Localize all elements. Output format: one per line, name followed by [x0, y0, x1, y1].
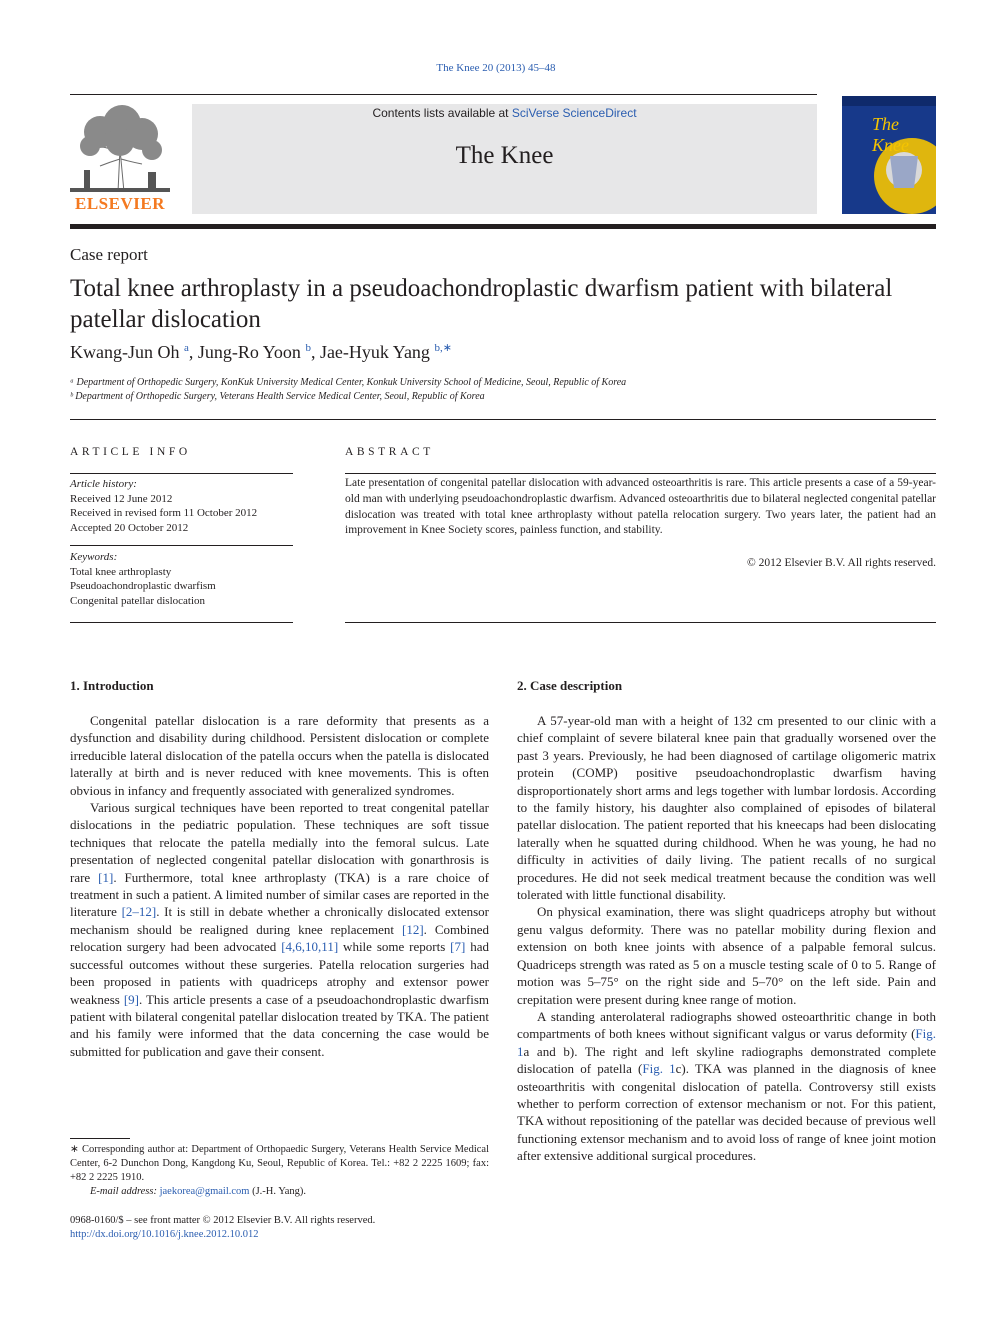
- citation-link[interactable]: [2–12]: [121, 904, 157, 920]
- keyword: Congenital patellar dislocation: [70, 594, 206, 607]
- footnote-rule: [70, 1138, 130, 1139]
- figure-link[interactable]: Fig. 1: [642, 1061, 676, 1077]
- divider: [70, 473, 293, 474]
- cover-title: The Knee: [872, 114, 909, 155]
- journal-citation[interactable]: The Knee 20 (2013) 45–48: [436, 62, 556, 74]
- keyword: Total knee arthroplasty: [70, 565, 172, 578]
- header-thick-rule: [70, 224, 936, 229]
- contents-line: [192, 106, 817, 120]
- article-title: Total knee arthroplasty in a pseudoachondroplastic dwarfism patient with bilateral patellar dislocation: [70, 275, 893, 333]
- history-label: Article history:: [70, 478, 137, 490]
- keyword: Pseudoachondroplastic dwarfism: [70, 580, 216, 592]
- contents-prefix: Contents lists available at: [372, 106, 512, 120]
- divider: [70, 419, 936, 420]
- elsevier-logo: [70, 104, 170, 214]
- abstract-copyright: © 2012 Elsevier B.V. All rights reserved.: [747, 557, 936, 569]
- citation-link[interactable]: [7]: [450, 939, 466, 955]
- front-matter: [70, 1214, 375, 1242]
- citation-link[interactable]: [9]: [123, 991, 139, 1007]
- header-divider: [70, 94, 817, 95]
- divider: [70, 622, 293, 623]
- paragraph: A 57-year-old man with a height of 132 cm presented to our clinic with a chief complaint of severe bilateral knee pain that gradually worsened over the past 3 years. Previously, he had been diagnosed of cartilage oligomeric matrix protein (COMP) positive pseudoachondroplastic dwarfism having disproportionately short arms and legs together with lumbar lordosis. According to the family history, his daughter also complained of episodes of bilateral patellar dislocation. The patient reported that his kneecaps had been dislocating laterally when he squatted during childhood. When he was young, he had no difficulty in activities of daily living. The patient recalls of no surgical procedures. He did not seek medical treatment because the condition was well tolerated with little functional disability.: [517, 713, 936, 903]
- history-received: Received 12 June 2012: [70, 492, 173, 505]
- divider: [70, 545, 293, 546]
- divider: [345, 473, 936, 474]
- citation-link[interactable]: [1]: [98, 869, 114, 885]
- article-history: [70, 477, 257, 535]
- affiliation-marker[interactable]: a: [184, 342, 189, 354]
- publisher-name: ELSEVIER: [75, 194, 165, 213]
- paragraph: Various surgical techniques have been reported to treat congenital patellar dislocations in the pediatric population. These techniques are soft tissue techniques that relocate the patella medially into the femoral sulcus. Late presentation of neglected congenital patellar dislocation with gonarthrosis is rare [1]. Furthermore, total knee arthroplasty (TKA) is a rare choice of treatment in such a patient. A limited number of similar cases are reported in the literature [2–12]. It is still in debate whether a chronically dislocated extensor mechanism should be realigned during knee replacement [12]. Combined relocation surgery had been advocated [4,6,10,11] while some reports [7] had successful outcomes without these surgeries. Patella relocation surgeries had been proposed in patients with quadriceps atrophy and extensor power weakness [9]. This article presents a case of a pseudoachondroplastic dwarfism patient with bilateral congenital patellar dislocation treated by TKA. The patient and his family were informed that the data concerning the case would be submitted for publication and gave their consent.: [70, 800, 490, 1059]
- affiliation: ᵇ Department of Orthopedic Surgery, Veterans Health Service Medical Center, Seoul, Republic of Korea: [70, 391, 485, 402]
- journal-banner: [192, 104, 817, 214]
- section-heading-introduction: 1. Introduction: [70, 678, 154, 693]
- author-name: Jung-Ro Yoon: [197, 342, 301, 362]
- keywords-label: Keywords:: [70, 551, 118, 563]
- divider: [345, 622, 936, 623]
- article-type: Case report: [70, 245, 148, 264]
- figure-link[interactable]: Fig. 1: [517, 1026, 936, 1059]
- corresponding-author-footnote: [70, 1143, 489, 1199]
- footnote-text: ∗ Corresponding author at: Department of Orthopaedic Surgery, Veterans Health Service Medical Center, 6-2 Dunchon Dong, Kangdong Ku, Seoul, Republic of Korea. Tel.: +82 2 2225 1609; fax: +82 2 2225 1910.: [70, 1144, 489, 1183]
- history-revised: Received in revised form 11 October 2012: [70, 507, 258, 519]
- issn-line: 0968-0160/$ – see front matter © 2012 Elsevier B.V. All rights reserved.: [70, 1215, 376, 1226]
- affiliation: ᵃ Department of Orthopedic Surgery, KonKuk University Medical Center, Konkuk University School of Medicine, Seoul, Republic of Korea: [70, 377, 627, 388]
- paragraph: Congenital patellar dislocation is a rare deformity that presents as a dysfunction and disability during childhood. Persistent dislocation or complete irreducible lateral dislocation of the patella occurs when the patella is dislocated laterally at birth and is never reduced with knee movements. This is often obvious in infancy and frequently associated with generalized syndromes.: [70, 713, 489, 798]
- sciencedirect-link[interactable]: SciVerse ScienceDirect: [511, 106, 637, 120]
- article-info-heading: ARTICLE INFO: [70, 446, 191, 458]
- keywords: [70, 550, 216, 608]
- email-link[interactable]: jaekorea@gmail.com: [159, 1186, 250, 1197]
- abstract-text: Late presentation of congenital patellar dislocation with advanced osteoarthritis is rare. This article presents a case of a 59-year-old man with underlying pseudoachondroplastic dwarfism. Advanced osteoarthritis due to bilateral neglected congenital patellar dislocation was treated with total knee arthroplasty without patella relocation surgery. Two years later, the patient had an improvement in Knee Society scores, painless function, and stability.: [345, 477, 936, 537]
- journal-cover: [842, 96, 936, 214]
- affiliation-marker[interactable]: b,∗: [434, 342, 452, 354]
- abstract-heading: ABSTRACT: [345, 446, 434, 458]
- author-name: Kwang-Jun Oh: [70, 342, 180, 362]
- case-description-body: [517, 712, 936, 1165]
- tree-icon: [70, 104, 170, 192]
- author-list: Kwang-Jun Oh $^a$, Jung-Ro Yoon $^b$, Jae-Hyuk Yang $^{b,∗}$: [70, 342, 452, 362]
- section-heading-case-description: 2. Case description: [517, 678, 623, 693]
- affiliation-marker[interactable]: b: [305, 342, 311, 354]
- paragraph: A standing anterolateral radiographs showed osteoarthritic change in both compartments of both knees without significant valgus or varus deformity (Fig. 1a and b). The right and left skyline radiographs demonstrated complete dislocation of patella (Fig. 1c). TKA was planned in the diagnosis of knee osteoarthritis with congenital dislocation of patella. Controversy still exists whether to perform correction of extensor mechanism or not. For this patient, TKA without repositioning of the patellar was decided because of previous well functioning extensor mechanism and to avoid loss of range of knee joint motion after extensive additional surgical procedures.: [517, 1008, 936, 1164]
- journal-title: The Knee: [455, 142, 554, 169]
- author-name: Jae-Hyuk Yang: [319, 342, 430, 362]
- email-line: E-mail address: jaekorea@gmail.com (J.-H. Yang).: [90, 1186, 307, 1197]
- citation-link[interactable]: [12]: [401, 921, 424, 937]
- doi-link[interactable]: http://dx.doi.org/10.1016/j.knee.2012.10.012: [70, 1229, 259, 1240]
- paragraph: On physical examination, there was slight quadriceps atrophy but without genu valgus deformity. There was no patellar mobility during flexion and extension on both knee joints with absence of a palpable femoral sulcus. Quadriceps strength was rated as 5 on a muscle testing scale of 0 to 5. Range of motion was 5–75° on the right side and 5–70° on the left side. Pain and crepitation were present during knee range of motion.: [517, 904, 936, 1007]
- history-accepted: Accepted 20 October 2012: [70, 521, 189, 534]
- citation-link[interactable]: [4,6,10,11]: [281, 939, 339, 955]
- introduction-body: [70, 712, 489, 1060]
